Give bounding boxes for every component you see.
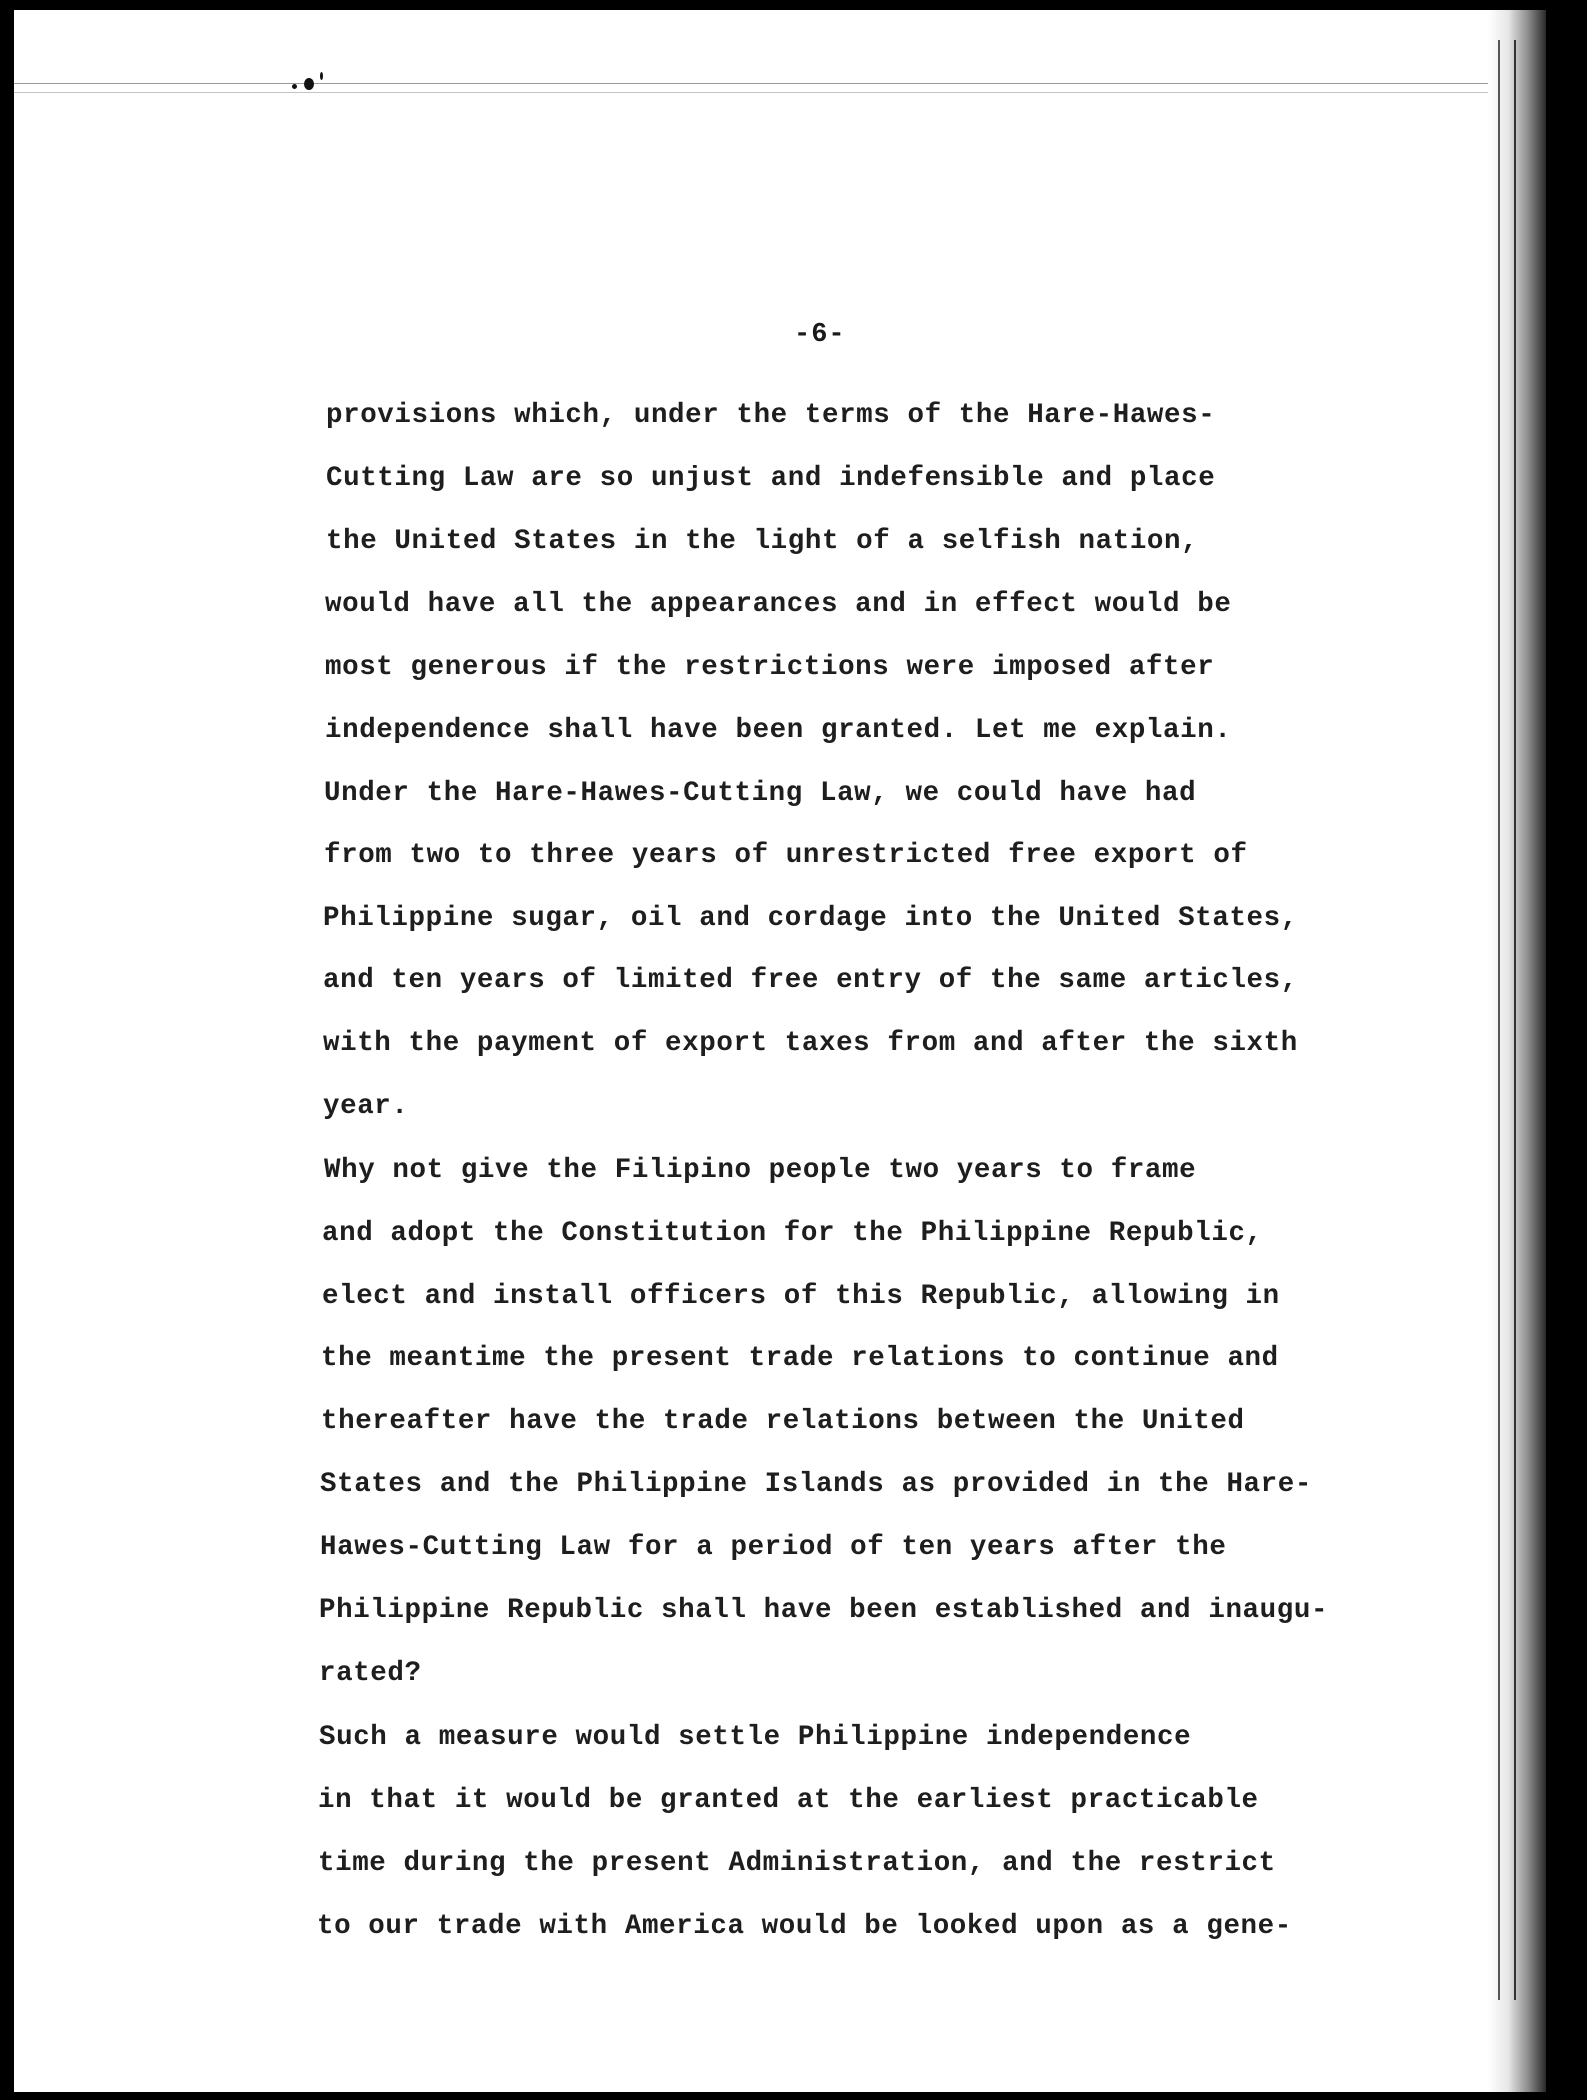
text-line: most generous if the restrictions were imposed after	[325, 652, 1215, 683]
document-page	[14, 10, 1546, 2092]
scan-speck	[304, 78, 314, 90]
text-line: to our trade with America would be looked upon as a gene-	[317, 1911, 1292, 1942]
text-line: with the payment of export taxes from and after the sixth	[323, 1028, 1298, 1059]
scan-rule-top	[14, 83, 1514, 84]
text-line: Why not give the Filipino people two years to frame	[324, 1155, 1197, 1186]
page-edge-shadow	[1488, 10, 1546, 2092]
text-line: time during the present Administration, and the restrict	[318, 1848, 1276, 1879]
text-line: Under the Hare-Hawes-Cutting Law, we could have had	[324, 778, 1197, 809]
text-line: Such a measure would settle Philippine independence	[319, 1722, 1192, 1753]
page-edge-line	[1514, 40, 1516, 2000]
text-line: in that it would be granted at the earliest practicable	[318, 1785, 1259, 1816]
text-line: independence shall have been granted. Let me explain.	[325, 715, 1232, 746]
text-line: Philippine sugar, oil and cordage into the United States,	[323, 903, 1298, 934]
scan-speck	[292, 84, 297, 89]
text-line: the meantime the present trade relations to continue and	[321, 1343, 1279, 1374]
text-line: year.	[323, 1091, 409, 1122]
text-line: States and the Philippine Islands as provided in the Hare-	[320, 1469, 1312, 1500]
scan-rule-top-secondary	[14, 92, 1514, 93]
page-number: -6-	[794, 320, 846, 350]
text-line: elect and install officers of this Republic, allowing in	[322, 1281, 1280, 1312]
text-line: Cutting Law are so unjust and indefensible and place	[326, 463, 1216, 494]
page-edge-line	[1498, 40, 1500, 2000]
text-line: and ten years of limited free entry of the same articles,	[323, 965, 1298, 996]
text-line: from two to three years of unrestricted free export of	[324, 840, 1248, 871]
text-line: thereafter have the trade relations between the United	[321, 1406, 1245, 1437]
text-line: rated?	[319, 1658, 422, 1689]
text-line: provisions which, under the terms of the Hare-Hawes-	[326, 400, 1216, 431]
text-line: Philippine Republic shall have been established and inaugu-	[319, 1595, 1329, 1626]
text-line: and adopt the Constitution for the Philippine Republic,	[322, 1218, 1263, 1249]
text-line: would have all the appearances and in effect would be	[325, 589, 1232, 620]
text-line: Hawes-Cutting Law for a period of ten years after the	[320, 1532, 1227, 1563]
scan-speck	[320, 72, 323, 80]
text-line: the United States in the light of a selfish nation,	[326, 526, 1199, 557]
